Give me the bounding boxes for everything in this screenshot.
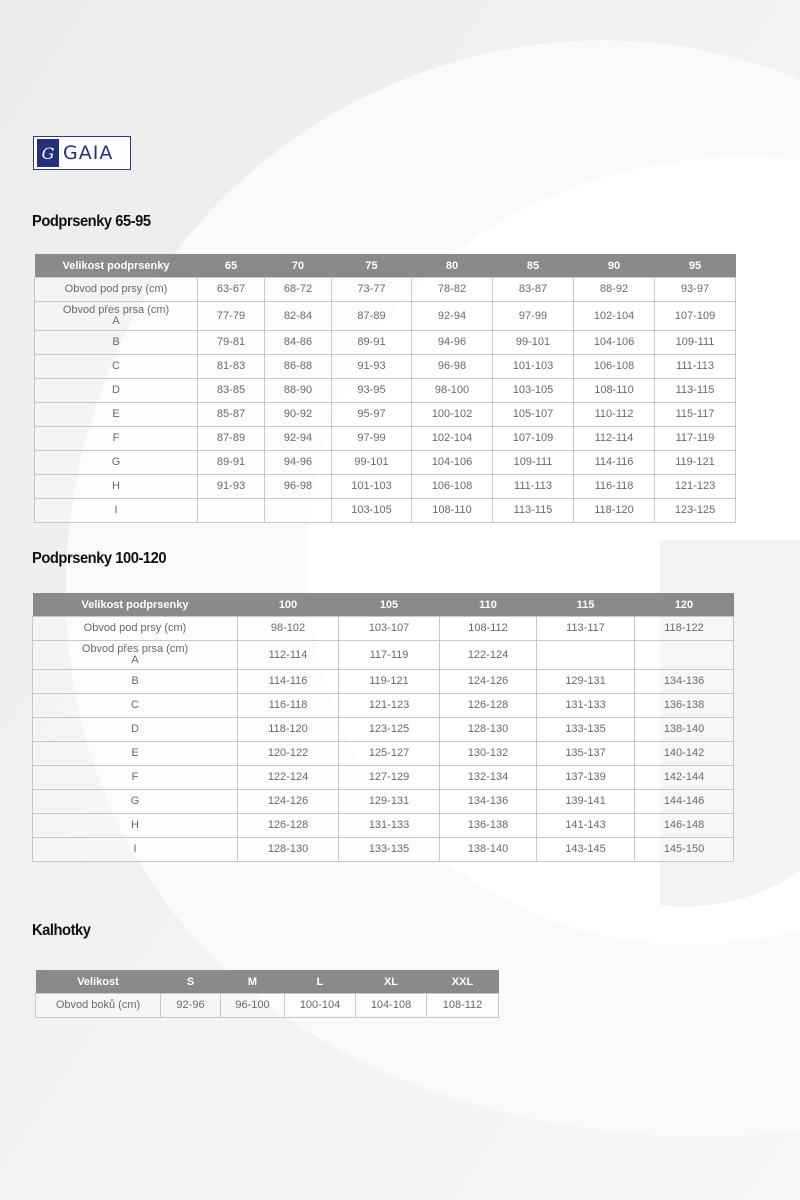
- table-cell: 102-104: [574, 302, 655, 331]
- table-cell: 101-103: [493, 355, 574, 379]
- table-cell: 98-100: [412, 379, 493, 403]
- table-cell: [198, 499, 265, 523]
- table-cell: 92-94: [265, 427, 332, 451]
- size-column-header: 105: [339, 593, 440, 617]
- size-column-header: 90: [574, 254, 655, 278]
- table-cell: 128-130: [238, 838, 339, 862]
- table-cell: 96-98: [412, 355, 493, 379]
- size-table-bras-100-120: [32, 593, 734, 862]
- table-cell: 85-87: [198, 403, 265, 427]
- row-label: Obvod pod prsy (cm): [35, 278, 198, 302]
- table-cell: 102-104: [412, 427, 493, 451]
- table-row: [33, 814, 734, 838]
- header-label: Velikost podprsenky: [33, 593, 238, 617]
- table-row: [33, 742, 734, 766]
- table-cell: 108-110: [574, 379, 655, 403]
- row-label: D: [33, 718, 238, 742]
- table-cell: 142-144: [635, 766, 734, 790]
- table-cell: 97-99: [332, 427, 412, 451]
- row-label: G: [35, 451, 198, 475]
- size-column-header: XXL: [427, 970, 499, 994]
- table-cell: 113-117: [537, 617, 635, 641]
- table-cell: 99-101: [332, 451, 412, 475]
- table-cell: 83-87: [493, 278, 574, 302]
- size-column-header: M: [221, 970, 285, 994]
- table-cell: 139-141: [537, 790, 635, 814]
- table-header-row: [35, 254, 736, 278]
- section-title-panties: Kalhotky: [32, 922, 91, 939]
- table-cell: 121-123: [655, 475, 736, 499]
- table-cell: 131-133: [339, 814, 440, 838]
- table-cell: 112-114: [238, 641, 339, 670]
- table-cell: 137-139: [537, 766, 635, 790]
- table-cell: 122-124: [440, 641, 537, 670]
- table-cell: 96-98: [265, 475, 332, 499]
- size-column-header: 80: [412, 254, 493, 278]
- table-row: [33, 641, 734, 670]
- table-row: [33, 838, 734, 862]
- table-cell: 145-150: [635, 838, 734, 862]
- table-cell: 141-143: [537, 814, 635, 838]
- row-label: C: [35, 355, 198, 379]
- size-column-header: 110: [440, 593, 537, 617]
- table-cell: 97-99: [493, 302, 574, 331]
- table-cell: 106-108: [412, 475, 493, 499]
- table-row: [35, 499, 736, 523]
- table-cell: 77-79: [198, 302, 265, 331]
- size-column-header: 70: [265, 254, 332, 278]
- table-row: [35, 331, 736, 355]
- table-cell: 114-116: [238, 670, 339, 694]
- table-cell: 126-128: [238, 814, 339, 838]
- table-cell: 101-103: [332, 475, 412, 499]
- row-label: [35, 302, 198, 331]
- size-table-bras-65-95: [34, 254, 736, 523]
- table-cell: 87-89: [332, 302, 412, 331]
- table-cell: 108-112: [440, 617, 537, 641]
- table-cell: 103-107: [339, 617, 440, 641]
- table-cell: 104-106: [412, 451, 493, 475]
- table-cell: 116-118: [574, 475, 655, 499]
- table-cell: 91-93: [198, 475, 265, 499]
- table-cell: 63-67: [198, 278, 265, 302]
- table-row: [35, 451, 736, 475]
- logo-mark: G: [37, 139, 59, 167]
- row-label: E: [33, 742, 238, 766]
- row-label-text: Obvod přes prsa (cm): [62, 304, 170, 316]
- table-cell: 92-94: [412, 302, 493, 331]
- table-cell: 119-121: [339, 670, 440, 694]
- table-row: [36, 994, 499, 1018]
- table-cell: 130-132: [440, 742, 537, 766]
- table-cell: 107-109: [655, 302, 736, 331]
- table-cell: 116-118: [238, 694, 339, 718]
- table-row: [35, 427, 736, 451]
- size-column-header: 95: [655, 254, 736, 278]
- table-cell: 118-120: [238, 718, 339, 742]
- table-cell: 119-121: [655, 451, 736, 475]
- table-cell: 103-105: [332, 499, 412, 523]
- table-cell: 99-101: [493, 331, 574, 355]
- table-cell: [537, 641, 635, 670]
- table-cell: 108-110: [412, 499, 493, 523]
- table-row: [33, 670, 734, 694]
- table-cell: 104-108: [356, 994, 427, 1018]
- table-cell: 109-111: [493, 451, 574, 475]
- table-cell: 124-126: [238, 790, 339, 814]
- header-label: Velikost podprsenky: [35, 254, 198, 278]
- table-cell: 96-100: [221, 994, 285, 1018]
- table-cell: 144-146: [635, 790, 734, 814]
- table-cell: 131-133: [537, 694, 635, 718]
- table-row: [35, 278, 736, 302]
- table-cell: 82-84: [265, 302, 332, 331]
- table-cell: 111-113: [655, 355, 736, 379]
- row-label: F: [35, 427, 198, 451]
- table-row: [35, 302, 736, 331]
- row-label: H: [33, 814, 238, 838]
- table-cell: 103-105: [493, 379, 574, 403]
- table-cell: 118-120: [574, 499, 655, 523]
- table-cell: 123-125: [655, 499, 736, 523]
- table-cell: 134-136: [635, 670, 734, 694]
- gaia-logo: [33, 136, 131, 170]
- table-cell: 84-86: [265, 331, 332, 355]
- table-cell: 108-112: [427, 994, 499, 1018]
- table-cell: 88-90: [265, 379, 332, 403]
- row-label: D: [35, 379, 198, 403]
- table-cell: 111-113: [493, 475, 574, 499]
- row-label: Obvod pod prsy (cm): [33, 617, 238, 641]
- row-label: C: [33, 694, 238, 718]
- table-cell: 78-82: [412, 278, 493, 302]
- table-cell: 120-122: [238, 742, 339, 766]
- table-cell: [635, 641, 734, 670]
- table-cell: 136-138: [440, 814, 537, 838]
- table-cell: 115-117: [655, 403, 736, 427]
- table-cell: 126-128: [440, 694, 537, 718]
- table-cell: 90-92: [265, 403, 332, 427]
- table-cell: 127-129: [339, 766, 440, 790]
- table-cell: 94-96: [265, 451, 332, 475]
- table-row: [35, 475, 736, 499]
- table-cell: 138-140: [635, 718, 734, 742]
- row-label: G: [33, 790, 238, 814]
- table-cell: 87-89: [198, 427, 265, 451]
- table-cell: 112-114: [574, 427, 655, 451]
- table-cell: 123-125: [339, 718, 440, 742]
- row-label: Obvod boků (cm): [36, 994, 161, 1018]
- table-row: [35, 355, 736, 379]
- table-cell: 113-115: [655, 379, 736, 403]
- size-column-header: XL: [356, 970, 427, 994]
- size-column-header: 115: [537, 593, 635, 617]
- table-cell: 146-148: [635, 814, 734, 838]
- table-row: [35, 379, 736, 403]
- row-label: E: [35, 403, 198, 427]
- table-cell: 100-104: [285, 994, 356, 1018]
- row-label: B: [35, 331, 198, 355]
- table-row: [35, 403, 736, 427]
- table-cell: 79-81: [198, 331, 265, 355]
- table-cell: 73-77: [332, 278, 412, 302]
- size-column-header: L: [285, 970, 356, 994]
- size-column-header: S: [161, 970, 221, 994]
- table-cell: 117-119: [339, 641, 440, 670]
- table-cell: 122-124: [238, 766, 339, 790]
- table-header-row: [36, 970, 499, 994]
- table-cell: 143-145: [537, 838, 635, 862]
- row-label: [33, 641, 238, 670]
- table-cell: 133-135: [339, 838, 440, 862]
- table-cell: [265, 499, 332, 523]
- row-label: I: [33, 838, 238, 862]
- size-column-header: 65: [198, 254, 265, 278]
- table-cell: 89-91: [198, 451, 265, 475]
- table-cell: 110-112: [574, 403, 655, 427]
- table-cell: 88-92: [574, 278, 655, 302]
- logo-wordmark: GAIA: [63, 142, 114, 164]
- table-cell: 128-130: [440, 718, 537, 742]
- row-label-text: Obvod přes prsa (cm): [81, 643, 189, 655]
- table-row: [33, 766, 734, 790]
- table-row: [33, 617, 734, 641]
- table-cell: 132-134: [440, 766, 537, 790]
- size-table-panties: [35, 970, 499, 1018]
- table-cell: 134-136: [440, 790, 537, 814]
- table-cell: 95-97: [332, 403, 412, 427]
- table-cell: 109-111: [655, 331, 736, 355]
- table-cell: 86-88: [265, 355, 332, 379]
- table-cell: 94-96: [412, 331, 493, 355]
- size-column-header: 85: [493, 254, 574, 278]
- row-label: B: [33, 670, 238, 694]
- section-title-bras-100-120: Podprsenky 100-120: [32, 550, 167, 567]
- table-cell: 83-85: [198, 379, 265, 403]
- row-label: F: [33, 766, 238, 790]
- table-cell: 81-83: [198, 355, 265, 379]
- table-cell: 113-115: [493, 499, 574, 523]
- table-cell: 129-131: [339, 790, 440, 814]
- table-cell: 98-102: [238, 617, 339, 641]
- table-cell: 138-140: [440, 838, 537, 862]
- table-cell: 89-91: [332, 331, 412, 355]
- table-row: [33, 790, 734, 814]
- table-cell: 117-119: [655, 427, 736, 451]
- table-cell: 68-72: [265, 278, 332, 302]
- table-cell: 118-122: [635, 617, 734, 641]
- table-cell: 93-95: [332, 379, 412, 403]
- row-label: I: [35, 499, 198, 523]
- header-label: Velikost: [36, 970, 161, 994]
- row-sublabel: A: [131, 654, 139, 666]
- table-cell: 105-107: [493, 403, 574, 427]
- table-header-row: [33, 593, 734, 617]
- table-row: [33, 694, 734, 718]
- table-row: [33, 718, 734, 742]
- row-label: H: [35, 475, 198, 499]
- table-cell: 106-108: [574, 355, 655, 379]
- table-cell: 114-116: [574, 451, 655, 475]
- table-cell: 129-131: [537, 670, 635, 694]
- table-cell: 107-109: [493, 427, 574, 451]
- table-cell: 140-142: [635, 742, 734, 766]
- table-cell: 104-106: [574, 331, 655, 355]
- table-cell: 92-96: [161, 994, 221, 1018]
- table-cell: 135-137: [537, 742, 635, 766]
- table-cell: 121-123: [339, 694, 440, 718]
- size-column-header: 75: [332, 254, 412, 278]
- size-column-header: 100: [238, 593, 339, 617]
- table-cell: 93-97: [655, 278, 736, 302]
- table-cell: 100-102: [412, 403, 493, 427]
- table-cell: 136-138: [635, 694, 734, 718]
- table-cell: 91-93: [332, 355, 412, 379]
- table-cell: 133-135: [537, 718, 635, 742]
- table-cell: 124-126: [440, 670, 537, 694]
- row-sublabel: A: [112, 315, 120, 327]
- size-column-header: 120: [635, 593, 734, 617]
- table-cell: 125-127: [339, 742, 440, 766]
- section-title-bras-65-95: Podprsenky 65-95: [32, 213, 151, 230]
